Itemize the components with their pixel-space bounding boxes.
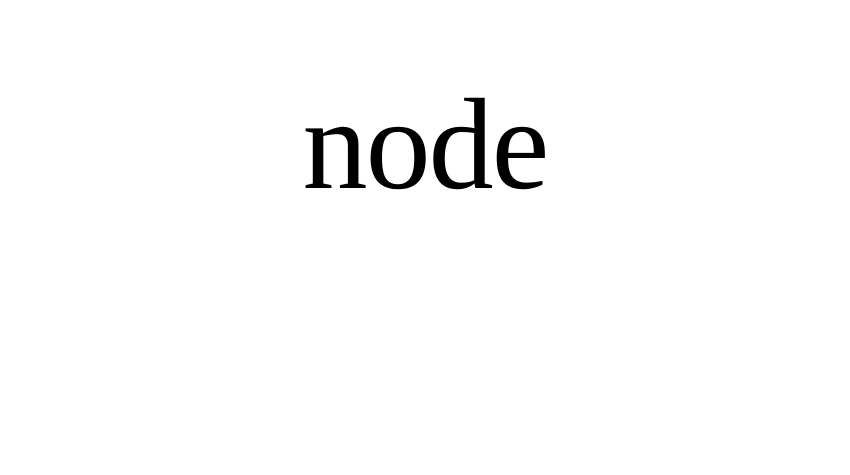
node-label: node [302,73,548,217]
